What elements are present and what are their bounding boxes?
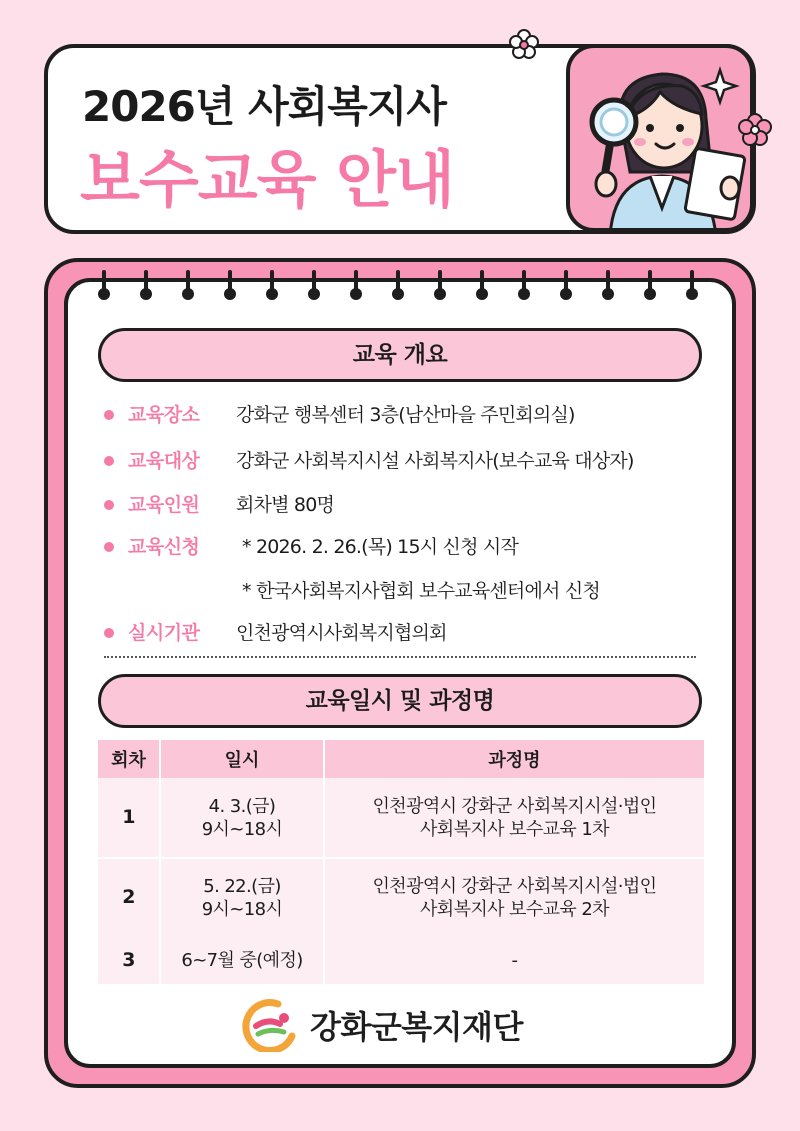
bullet-icon	[104, 456, 114, 466]
divider	[104, 656, 696, 658]
binder-hole	[686, 288, 698, 300]
column-header: 일시	[160, 740, 324, 778]
foundation-logo	[240, 996, 298, 1052]
binder-hole	[350, 288, 362, 300]
info-value: 강화군 행복센터 3층(남산마을 주민회의실)	[236, 404, 575, 426]
course-name	[324, 936, 704, 984]
column-header: 과정명	[324, 740, 704, 778]
info-key: 실시기관	[128, 622, 200, 644]
flower-icon	[738, 112, 772, 146]
illustration-panel	[566, 44, 754, 232]
time-text: 9시~18시	[201, 818, 283, 840]
section-overview-title: 교육 개요	[98, 328, 702, 382]
sparkle-icon	[704, 70, 736, 102]
table-row	[98, 858, 704, 936]
binder-hole	[392, 288, 404, 300]
inspector-illustration	[570, 48, 754, 232]
info-value: 회차별 80명	[236, 494, 335, 516]
binder-hole	[644, 288, 656, 300]
bullet-icon	[104, 410, 114, 420]
bullet-icon	[104, 500, 114, 510]
binder-hole	[266, 288, 278, 300]
binder-hole	[560, 288, 572, 300]
session-date	[160, 858, 324, 936]
info-key: 교육신청	[128, 536, 200, 558]
table-header-row	[98, 740, 704, 778]
binder-hole	[602, 288, 614, 300]
course-line: 사회복지사 보수교육 1차	[420, 818, 609, 840]
bullet-icon	[104, 628, 114, 638]
info-key: 교육장소	[128, 404, 200, 426]
binder-hole	[224, 288, 236, 300]
schedule-table	[98, 740, 704, 984]
page-subtitle: 보수교육 안내	[80, 143, 454, 216]
session-date	[160, 936, 324, 984]
session-number: 3	[98, 936, 160, 984]
course-line: 인천광역시 강화군 사회복지시설·법인	[372, 875, 657, 897]
page-title: 2026년 사회복지사	[82, 82, 446, 131]
course-name	[324, 858, 704, 936]
binder-hole	[182, 288, 194, 300]
info-value: 강화군 사회복지시설 사회복지사(보수교육 대상자)	[236, 450, 634, 472]
course-line: 인천광역시 강화군 사회복지시설·법인	[372, 795, 657, 817]
date-text: 5. 22.(금)	[203, 875, 281, 897]
table-row	[98, 936, 704, 984]
course-name	[324, 778, 704, 858]
info-value: * 한국사회복지사협회 보수교육센터에서 신청	[242, 580, 600, 602]
course-line: -	[511, 949, 518, 971]
session-number: 1	[98, 778, 160, 858]
time-text: 9시~18시	[201, 898, 283, 920]
bullet-icon	[104, 542, 114, 552]
table-row	[98, 778, 704, 858]
info-value: * 2026. 2. 26.(목) 15시 신청 시작	[242, 536, 519, 558]
course-line: 사회복지사 보수교육 2차	[420, 898, 609, 920]
clipboard-icon	[685, 148, 745, 220]
binder-hole	[434, 288, 446, 300]
binder-hole	[518, 288, 530, 300]
info-value: 인천광역시사회복지협의회	[236, 622, 447, 644]
column-header: 회차	[98, 740, 160, 778]
binder-hole	[476, 288, 488, 300]
session-date	[160, 778, 324, 858]
date-text: 4. 3.(금)	[208, 795, 276, 817]
organization-name: 강화군복지재단	[310, 1008, 523, 1046]
info-key: 교육인원	[128, 494, 200, 516]
session-number: 2	[98, 858, 160, 936]
flower-icon	[508, 28, 540, 60]
info-key: 교육대상	[128, 450, 200, 472]
binder-hole	[140, 288, 152, 300]
binder-hole	[98, 288, 110, 300]
binder-rings	[64, 270, 736, 310]
date-text: 6~7월 중(예정)	[181, 949, 303, 971]
section-schedule-title: 교육일시 및 과정명	[98, 674, 702, 728]
binder-hole	[308, 288, 320, 300]
